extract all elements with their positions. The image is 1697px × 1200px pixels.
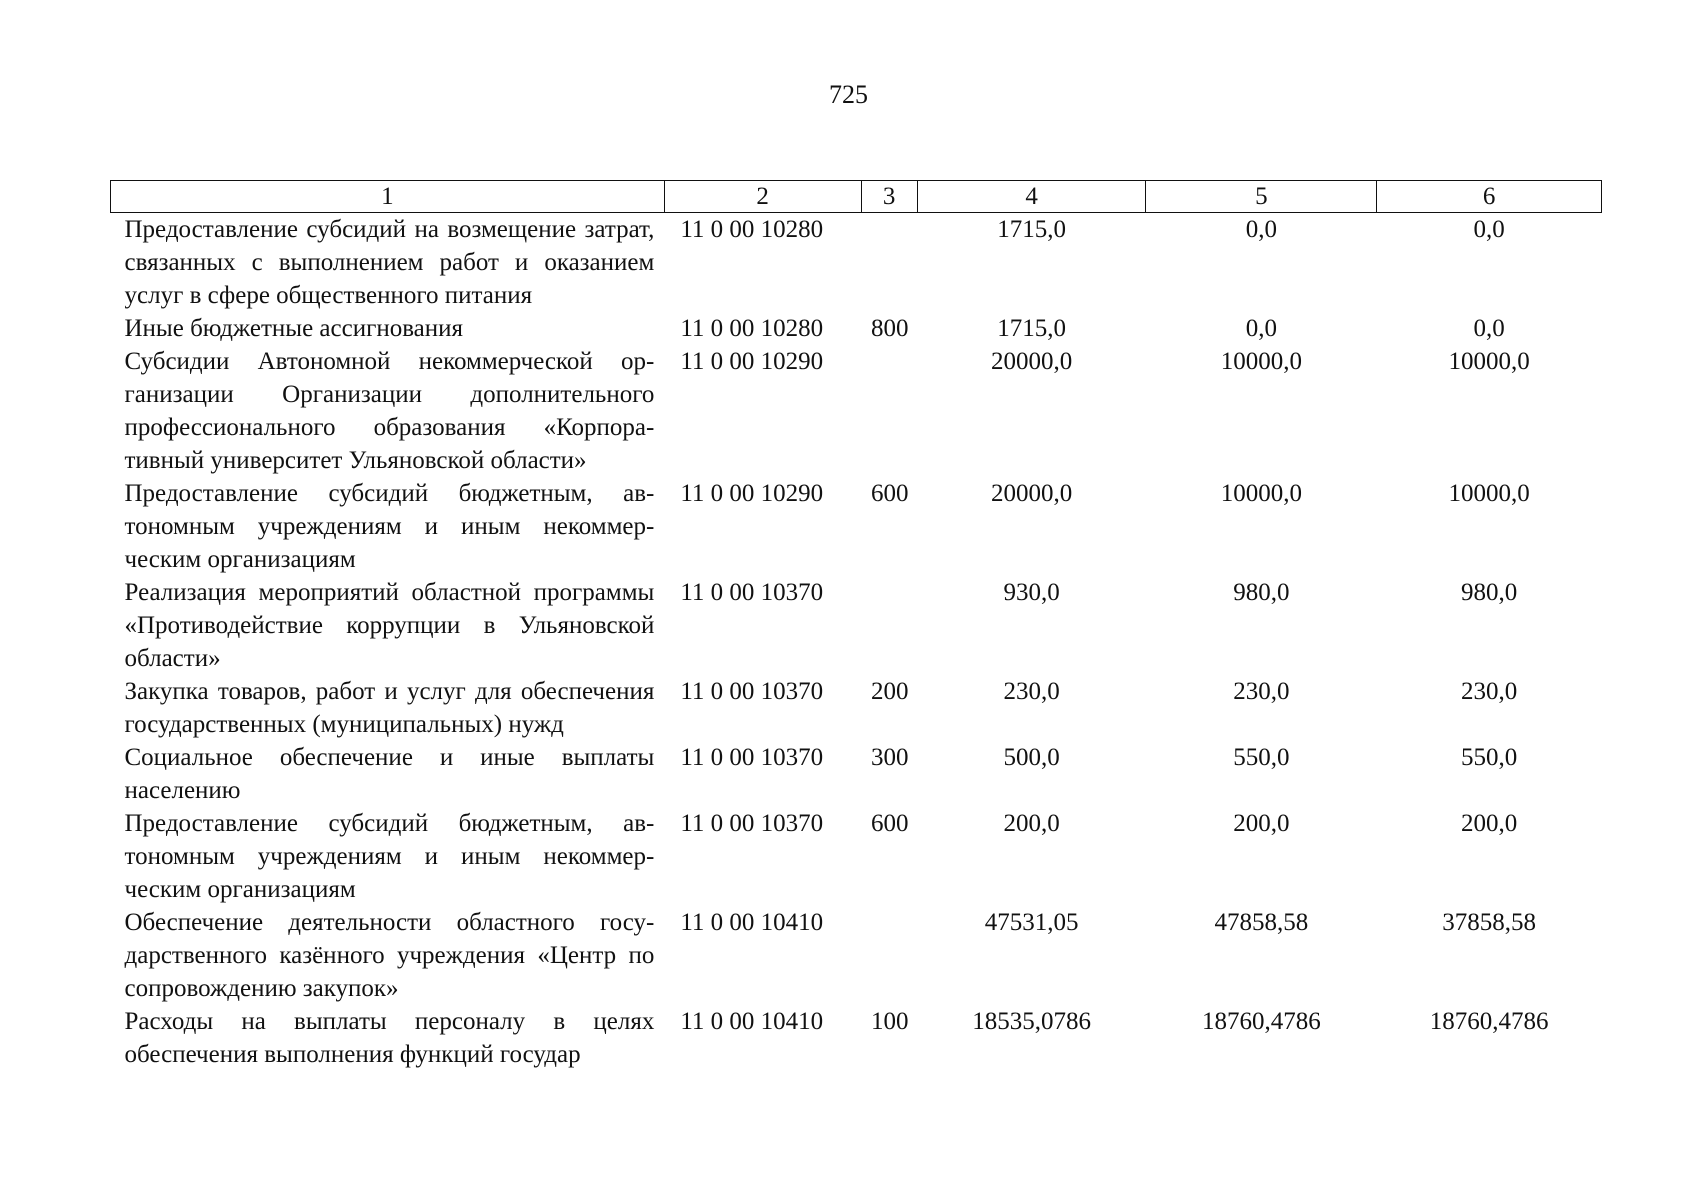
row-type-cell: 800: [871, 315, 909, 342]
row-name-cell: Иные бюджетные ассигнования: [124, 315, 464, 342]
row-code-cell: 11 0 00 10410: [680, 909, 824, 936]
column-header: 3: [861, 181, 917, 213]
table-row: [111, 741, 1602, 807]
row-type-cell: 100: [871, 1008, 909, 1035]
table-row: [111, 345, 1602, 477]
table-row: [111, 312, 1602, 345]
column-header: 6: [1377, 181, 1602, 213]
row-value-cell: 18535,0786: [972, 1008, 1091, 1035]
row-value-cell: 500,0: [1003, 744, 1060, 771]
column-header: 2: [664, 181, 861, 213]
row-value-cell: 10000,0: [1220, 348, 1302, 375]
table-row: [111, 807, 1602, 906]
row-value-cell: 0,0: [1245, 216, 1277, 243]
budget-table: [110, 180, 1602, 1071]
column-header: 1: [111, 181, 665, 213]
row-name-cell: Предоставление субсидий бюджетным, автономным учреждениям и иным некоммерческим организациям: [124, 810, 655, 903]
row-code-cell: 11 0 00 10280: [680, 216, 824, 243]
row-name-cell: Обеспечение деятельности областного государственного казённого учреждения «Центр по сопровождению закупок»: [124, 909, 655, 1002]
page-number: 725: [829, 80, 868, 109]
row-type-cell: [861, 345, 917, 477]
table-row: [111, 576, 1602, 675]
table-row: [111, 906, 1602, 1005]
row-type-cell: 600: [871, 810, 909, 837]
table-row: [111, 675, 1602, 741]
table-row: [111, 213, 1602, 313]
row-value-cell: 47858,58: [1214, 909, 1309, 936]
row-value-cell: 20000,0: [990, 348, 1073, 375]
row-value-cell: 18760,4786: [1201, 1008, 1321, 1035]
row-value-cell: 20000,0: [990, 480, 1073, 507]
column-header: 4: [917, 181, 1146, 213]
row-type-cell: [861, 213, 917, 313]
table-body: [111, 213, 1602, 1072]
row-value-cell: 230,0: [1233, 678, 1290, 705]
row-value-cell: 10000,0: [1220, 480, 1302, 507]
row-value-cell: 47531,05: [984, 909, 1079, 936]
row-value-cell: 550,0: [1233, 744, 1290, 771]
row-code-cell: 11 0 00 10290: [680, 480, 824, 507]
row-name-cell: Закупка товаров, работ и услуг для обеспечения государственных (муниципальных) нужд: [124, 678, 655, 738]
row-code-cell: 11 0 00 10370: [680, 744, 824, 771]
row-code-cell: 11 0 00 10370: [680, 810, 824, 837]
row-name-cell: Субсидии Автономной некоммерческой организации Организации дополнительного профессионального образования «Корпоративный университет Ульяновской области»: [124, 348, 655, 474]
row-value-cell: 980,0: [1460, 579, 1518, 606]
row-value-cell: 200,0: [1003, 810, 1060, 837]
column-header: 5: [1146, 181, 1377, 213]
row-name-cell: Предоставление субсидий бюджетным, автономным учреждениям и иным некоммерческим организациям: [124, 480, 655, 573]
row-value-cell: 10000,0: [1448, 480, 1530, 507]
row-type-cell: [861, 906, 917, 1005]
row-value-cell: 37858,58: [1442, 909, 1536, 936]
row-value-cell: 10000,0: [1448, 348, 1530, 375]
row-value-cell: 200,0: [1233, 810, 1290, 837]
row-value-cell: 930,0: [1003, 579, 1060, 606]
row-value-cell: 230,0: [1003, 678, 1060, 705]
row-value-cell: 0,0: [1473, 216, 1505, 243]
row-type-cell: 300: [871, 744, 909, 771]
row-name-cell: Социальное обеспечение и иные выплаты населению: [124, 744, 655, 804]
table-row: [111, 1005, 1602, 1071]
row-name-cell: Расходы на выплаты персоналу в целях обеспечения выполнения функций государ: [124, 1008, 655, 1068]
row-type-cell: [861, 576, 917, 675]
row-value-cell: 230,0: [1460, 678, 1518, 705]
row-value-cell: 1715,0: [997, 315, 1066, 342]
row-name-cell: Предоставление субсидий на возмещение затрат, связанных с выполнением работ и оказанием услуг в сфере общественного питания: [124, 216, 655, 309]
row-name-cell: Реализация мероприятий областной программы «Противодействие коррупции в Ульяновской области»: [124, 579, 655, 672]
row-value-cell: 0,0: [1473, 315, 1505, 342]
row-type-cell: 200: [871, 678, 909, 705]
row-code-cell: 11 0 00 10280: [680, 315, 824, 342]
row-value-cell: 18760,4786: [1429, 1008, 1549, 1035]
row-value-cell: 980,0: [1233, 579, 1290, 606]
row-value-cell: 0,0: [1245, 315, 1277, 342]
header-row: [111, 181, 1602, 213]
row-value-cell: 200,0: [1460, 810, 1518, 837]
row-code-cell: 11 0 00 10370: [680, 579, 824, 606]
row-value-cell: 550,0: [1460, 744, 1518, 771]
row-code-cell: 11 0 00 10290: [680, 348, 824, 375]
row-type-cell: 600: [871, 480, 909, 507]
row-value-cell: 1715,0: [997, 216, 1066, 243]
row-code-cell: 11 0 00 10410: [680, 1008, 824, 1035]
table-row: [111, 477, 1602, 576]
row-code-cell: 11 0 00 10370: [680, 678, 824, 705]
